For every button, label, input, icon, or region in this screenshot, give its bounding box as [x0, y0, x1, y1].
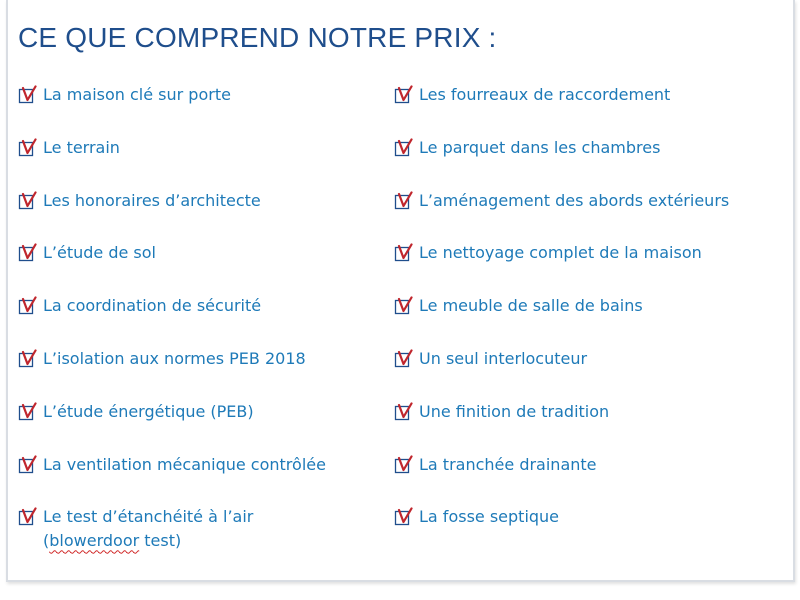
- checkbox-v-icon: [394, 296, 414, 316]
- checkbox-v-icon: [18, 507, 38, 527]
- list-item-label: La tranchée drainante: [419, 454, 597, 474]
- checkbox-v-icon: [18, 243, 38, 263]
- checkbox-v-icon: [18, 296, 38, 316]
- checkbox-v-icon: [18, 402, 38, 422]
- list-item: [394, 136, 774, 189]
- list-item: [18, 505, 378, 558]
- page-title: CE QUE COMPREND NOTRE PRIX :: [18, 22, 497, 53]
- list-item-label: L’aménagement des abords extérieurs: [419, 190, 730, 210]
- list-item-label: Les fourreaux de raccordement: [419, 85, 671, 104]
- checkbox-v-icon: [394, 138, 414, 158]
- list-item-label: La fosse septique: [419, 507, 560, 527]
- checkbox-v-icon: [18, 455, 38, 475]
- list-item-label: Le terrain: [43, 137, 120, 157]
- list-item-label: L’étude de sol: [43, 243, 156, 263]
- list-item: [18, 241, 378, 294]
- list-item: [394, 453, 774, 506]
- list-item: [18, 189, 378, 242]
- list-item: [394, 83, 774, 136]
- list-item: [18, 347, 378, 400]
- price-includes-list-left: [18, 83, 378, 558]
- list-item: [394, 505, 774, 558]
- list-item: [18, 294, 378, 347]
- list-item-label: Une finition de tradition: [419, 401, 610, 421]
- checkbox-v-icon: [18, 349, 38, 369]
- list-item: [18, 136, 378, 189]
- list-item-label: L’isolation aux normes PEB 2018: [43, 348, 306, 368]
- list-item: [18, 400, 378, 453]
- list-item: [394, 294, 774, 347]
- list-item-label: Le test d’étanchéité à l’air: [43, 507, 254, 527]
- spellcheck-word: blowerdoor: [49, 531, 140, 551]
- list-item-label: La ventilation mécanique contrôlée: [43, 454, 326, 474]
- list-item-label: Le meuble de salle de bains: [419, 296, 643, 316]
- list-item: [394, 189, 774, 242]
- list-item-label: La coordination de sécurité: [43, 296, 262, 316]
- list-item-label: L’étude énergétique (PEB): [43, 401, 254, 421]
- list-item: [394, 400, 774, 453]
- checkbox-v-icon: [18, 191, 38, 211]
- checkbox-v-icon: [394, 507, 414, 527]
- checkbox-v-icon: [394, 243, 414, 263]
- list-item: [18, 83, 378, 136]
- list-item-label: Un seul interlocuteur: [419, 348, 588, 368]
- checkbox-v-icon: [394, 349, 414, 369]
- list-item-label: Le parquet dans les chambres: [419, 137, 661, 157]
- price-includes-list-right: [394, 83, 774, 558]
- list-item-label: Le nettoyage complet de la maison: [419, 243, 702, 263]
- checkbox-v-icon: [394, 402, 414, 422]
- checkbox-v-icon: [18, 85, 38, 105]
- list-item: [18, 453, 378, 506]
- checkbox-v-icon: [394, 455, 414, 475]
- list-item: [394, 347, 774, 400]
- list-item-label: La maison clé sur porte: [43, 85, 231, 104]
- checkbox-v-icon: [394, 85, 414, 105]
- list-item-label: Les honoraires d’architecte: [43, 190, 261, 210]
- list-item-label-continued: (blowerdoor test): [43, 531, 182, 551]
- checkbox-v-icon: [394, 191, 414, 211]
- list-item: [394, 241, 774, 294]
- checkbox-v-icon: [18, 138, 38, 158]
